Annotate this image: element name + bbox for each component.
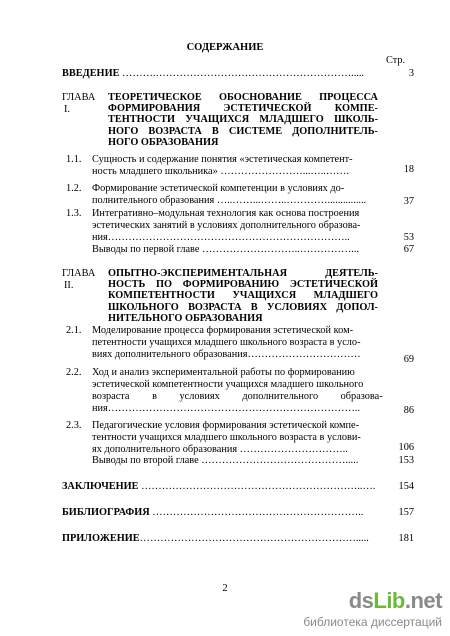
chapter2-conclusions: Выводы по второй главе ……………………………………..... [92, 455, 359, 466]
section-1-1-number: 1.1. [66, 154, 82, 165]
page-number: 2 [222, 583, 228, 594]
section-line: ния……………………………………………………………….. [92, 403, 361, 414]
chapter1-conclusions: Выводы по первой главе ………………………..……………... [92, 244, 360, 255]
chapter2-title-line: НОСТЬ ПО ФОРМИРОВАНИЮ ЭСТЕТИЧЕСКОЙ [108, 279, 378, 291]
chapter2-conclusions-page: 153 [398, 455, 414, 466]
section-1-3-title [92, 208, 360, 244]
section-2-2-page: 86 [403, 405, 414, 416]
toc-entry-bibliography [62, 507, 363, 519]
section-line: тентности учащихся младшего школьного возраста в услови- [92, 432, 361, 443]
toc-entry-appendix [62, 533, 369, 545]
section-line: возраста в условиях дополнительного образова- [92, 391, 383, 402]
bibliography-page: 157 [398, 507, 414, 518]
intro-label: ВВЕДЕНИЕ [62, 68, 120, 79]
dslib-logo [349, 588, 442, 614]
section-1-2-number: 1.2. [66, 183, 82, 194]
chapter1-label [62, 92, 95, 115]
section-line: петентности учащихся младшего школьного возраста в усло- [92, 337, 361, 348]
intro-page: 3 [408, 68, 414, 79]
section-1-1-page: 18 [403, 164, 414, 175]
conclusion-page: 154 [398, 481, 414, 492]
chapter2-title-line: ШКОЛЬНОГО ВОЗРАСТА В УСЛОВИЯХ ДОПОЛ- [108, 301, 378, 313]
chapter2-title-line: ОПЫТНО-ЭКСПЕРИМЕНТАЛЬНАЯ ДЕЯТЕЛЬ- [108, 268, 378, 279]
conclusion-label: ЗАКЛЮЧЕНИЕ [62, 481, 139, 492]
section-1-2-page: 37 [403, 196, 414, 207]
chapter1-title-line: ТЕНТНОСТИ УЧАЩИХСЯ МЛАДШЕГО ШКОЛЬ- [108, 114, 378, 126]
logo-part: .net [404, 588, 442, 613]
chapter1-title-line: ФОРМИРОВАНИЯ ЭСТЕТИЧЕСКОЙ КОМПЕ- [108, 103, 378, 115]
watermark-logo [288, 588, 448, 632]
section-2-3-page: 106 [398, 442, 414, 453]
chapter2-label [62, 268, 95, 291]
logo-part: ds [348, 588, 374, 613]
chapter2-title-line: НИТЕЛЬНОГО ОБРАЗОВАНИЯ [108, 312, 263, 324]
chapter2-label-number: II. [64, 279, 74, 291]
conclusion-leader: ………………………………………………………..…. [138, 481, 376, 492]
section-2-2-number: 2.2. [66, 367, 82, 378]
section-2-2-title [92, 367, 383, 415]
chapter2-title-line: КОМПЕТЕНТНОСТИ УЧАЩИХСЯ МЛАДШЕГО [108, 290, 378, 302]
section-1-3-number: 1.3. [66, 208, 82, 219]
section-1-3-page: 53 [403, 232, 414, 243]
chapter1-title-line: НОГО ВОЗРАСТА В СИСТЕМЕ ДОПОЛНИТЕЛЬ- [108, 125, 378, 137]
chapter2-label-word: ГЛАВА [62, 268, 96, 279]
section-line: Формирование эстетической компетенции в условиях до- [92, 183, 345, 194]
chapter1-title [108, 92, 378, 148]
chapter2-title [108, 268, 378, 324]
chapter1-conclusions-page: 67 [403, 244, 414, 255]
section-2-1-page: 69 [403, 354, 414, 365]
section-line: Интегративно–модульная технология как основа построения [92, 208, 360, 219]
section-1-2-title [92, 183, 366, 207]
chapter1-title-line: НОГО ОБРАЗОВАНИЯ [108, 136, 219, 148]
section-line: ность младшего школьника» ……………………...…..……. [92, 166, 350, 177]
section-line: эстетической компетентности учащихся младшего школьного [92, 379, 364, 390]
intro-leader: ……….…………………………………………………..... [119, 68, 365, 79]
chapter1-title-line: ТЕОРЕТИЧЕСКОЕ ОБОСНОВАНИЕ ПРОЦЕССА [108, 92, 378, 103]
section-1-1-title [92, 154, 353, 178]
section-line: ния…………………………………………………………….. [92, 232, 350, 243]
chapter1-label-word: ГЛАВА [62, 92, 96, 103]
bibliography-label: БИБЛИОГРАФИЯ [62, 507, 150, 518]
section-line: Сущность и содержание понятия «эстетическая компетент- [92, 154, 353, 165]
section-line: Педагогические условия формирования эстетической компе- [92, 420, 360, 431]
appendix-leader: ………………………………………………………..... [139, 533, 369, 544]
section-line: эстетических занятий в условиях дополнительного образова- [92, 220, 361, 231]
section-line: Ход и анализ экспериментальной работы по формированию [92, 367, 355, 378]
section-line: виях дополнительного образования…………………………… [92, 349, 361, 360]
section-2-1-title [92, 325, 361, 361]
appendix-label: ПРИЛОЖЕНИЕ [62, 533, 140, 544]
section-2-1-number: 2.1. [66, 325, 82, 336]
bibliography-leader: …………………………………………………….. [149, 507, 364, 518]
toc-entry-conclusion [62, 481, 375, 493]
section-2-3-title [92, 420, 361, 456]
section-line: Моделирование процесса формирования эстетической ком- [92, 325, 354, 336]
watermark-subtitle: библиотека диссертаций [303, 615, 442, 629]
section-line: полнительного образования …..……...……..…………............... [92, 195, 367, 206]
page-column-header: Стр. [386, 55, 406, 66]
chapter1-label-number: I. [64, 103, 71, 115]
section-2-3-number: 2.3. [66, 420, 82, 431]
appendix-page: 181 [398, 533, 414, 544]
section-line: ях дополнительного образования ………………………….. [92, 444, 348, 455]
toc-entry-intro [62, 68, 364, 80]
logo-part: Lib [373, 588, 405, 613]
toc-title: СОДЕРЖАНИЕ [186, 42, 264, 53]
